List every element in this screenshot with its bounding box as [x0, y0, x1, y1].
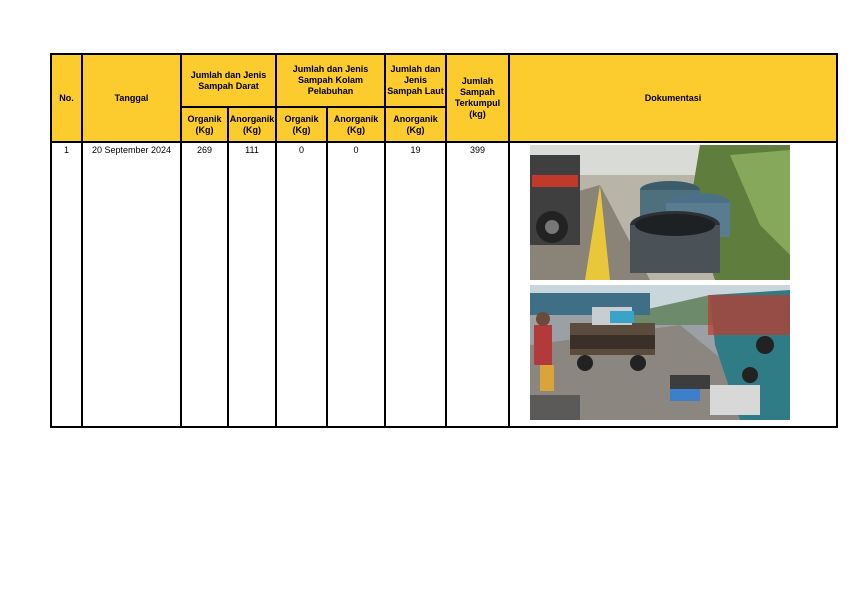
- photo-harbor-collection: [530, 285, 790, 420]
- cell-darat-anorganik: 111: [228, 142, 276, 427]
- header-jumlah-terkumpul-label: Jumlah Sampah Terkumpul (kg): [454, 76, 501, 119]
- header-tanggal: Tanggal: [82, 54, 181, 142]
- header-darat-organik: Organik (Kg): [181, 107, 228, 142]
- header-kolam-organik: Organik (Kg): [276, 107, 327, 142]
- header-no: No.: [51, 54, 82, 142]
- header-sampah-kolam: [276, 54, 385, 107]
- cell-laut-anorganik: 19: [385, 142, 446, 427]
- cell-kolam-anorganik: 0: [327, 142, 385, 427]
- cell-tanggal: 20 September 2024: [82, 142, 181, 427]
- cell-total: 399: [446, 142, 509, 427]
- waste-report-table: [50, 53, 838, 428]
- header-sampah-laut: [385, 54, 446, 107]
- header-sampah-kolam-label: Jumlah dan Jenis Sampah Kolam Pelabuhan: [292, 64, 369, 96]
- cell-kolam-organik: 0: [276, 142, 327, 427]
- cell-dokumentasi: [509, 142, 837, 427]
- header-sampah-darat: [181, 54, 276, 107]
- table-row: [51, 142, 837, 427]
- header-darat-anorganik: Anorganik (Kg): [228, 107, 276, 142]
- header-kolam-anorganik: Anorganik (Kg): [327, 107, 385, 142]
- photo-trash-bins: [530, 145, 790, 280]
- cell-darat-organik: 269: [181, 142, 228, 427]
- header-sampah-darat-label: Jumlah dan Jenis Sampah Darat: [190, 69, 267, 91]
- header-jumlah-terkumpul: [446, 54, 509, 142]
- header-sampah-laut-label: Jumlah dan Jenis Sampah Laut: [387, 64, 444, 96]
- header-dokumentasi: Dokumentasi: [509, 54, 837, 142]
- cell-no: 1: [51, 142, 82, 427]
- header-laut-anorganik: Anorganik (Kg): [385, 107, 446, 142]
